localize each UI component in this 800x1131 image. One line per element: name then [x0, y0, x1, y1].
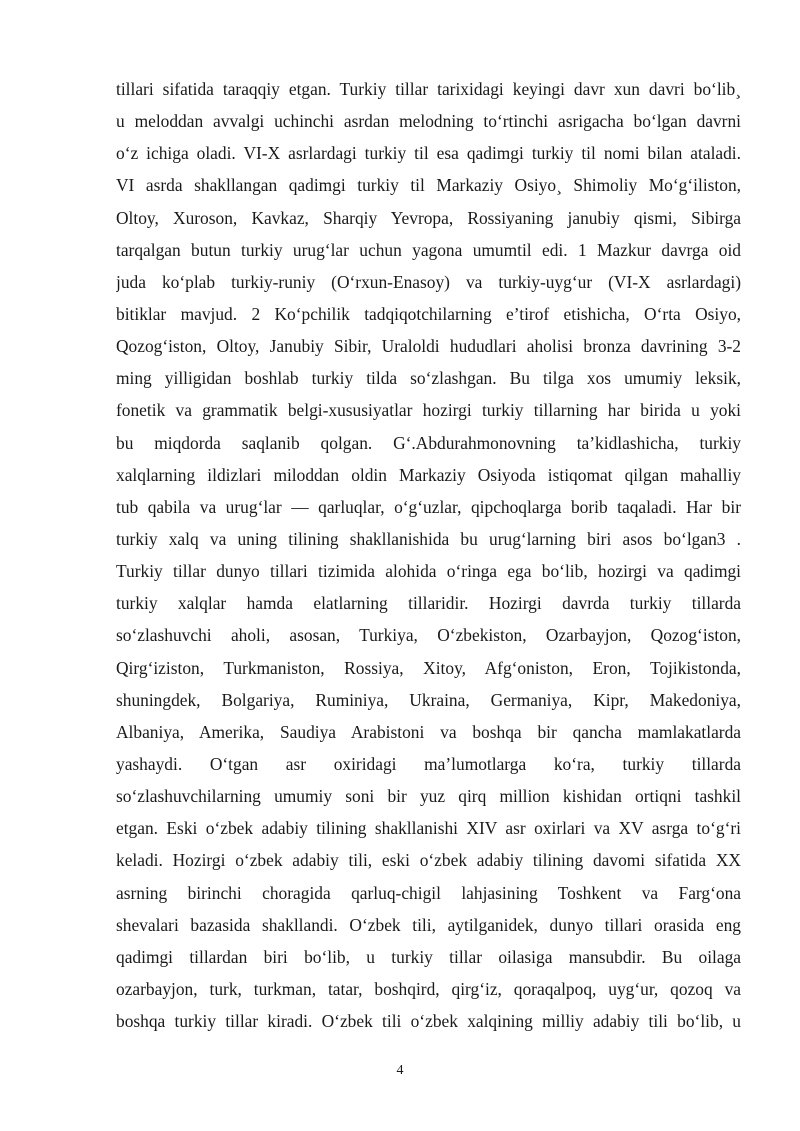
- text-line: keladi. Hozirgi o‘zbek adabiy tili, eski o‘zbek adabiy tilining davomi sifatida XX: [116, 850, 741, 871]
- text-line: tarqalgan butun turkiy urug‘lar uchun yagona umumtil edi. 1 Mazkur davrga oid: [116, 239, 741, 260]
- text-line: so‘zlashuvchi aholi, asosan, Turkiya, O‘zbekiston, Ozarbayjon, Qozog‘iston,: [116, 625, 741, 646]
- text-line: bitiklar mavjud. 2 Ko‘pchilik tadqiqotchilarning e’tirof etishicha, O‘rta Osiyo,: [116, 303, 741, 324]
- text-line: qadimgi tillardan biri bo‘lib, u turkiy tillar oilasiga mansubdir. Bu oilaga: [116, 946, 741, 967]
- text-line: Albaniya, Amerika, Saudiya Arabistoni va boshqa bir qancha mamlakatlarda: [116, 721, 741, 742]
- text-line: Qozog‘iston, Oltoy, Janubiy Sibir, Uraloldi hududlari aholisi bronza davrining 3-2: [116, 336, 741, 357]
- text-line: turkiy xalq va uning tilining shakllanishida bu urug‘larning biri asos bo‘lgan3 .: [116, 528, 741, 549]
- text-line: turkiy xalqlar hamda elatlarning tillaridir. Hozirgi davrda turkiy tillarda: [116, 593, 741, 614]
- text-line: shevalari bazasida shakllandi. O‘zbek tili, aytilganidek, dunyo tillari orasida eng: [116, 914, 741, 935]
- text-line: Turkiy tillar dunyo tillari tizimida alohida o‘ringa ega bo‘lib, hozirgi va qadimgi: [116, 561, 741, 582]
- text-line: fonetik va grammatik belgi-xususiyatlar hozirgi turkiy tillarning har birida u yoki: [116, 400, 741, 421]
- text-line: xalqlarning ildizlari miloddan oldin Markaziy Osiyoda istiqomat qilgan mahalliy: [116, 464, 741, 485]
- text-line: ming yilligidan boshlab turkiy tilda so‘zlashgan. Bu tilga xos umumiy leksik,: [116, 368, 741, 389]
- text-line: juda ko‘plab turkiy-runiy (O‘rxun-Enasoy) va turkiy-uyg‘ur (VI-X asrlardagi): [116, 271, 741, 292]
- text-line: VI asrda shakllangan qadimgi turkiy til Markaziy Osiyo¸ Shimoliy Mo‘g‘iliston,: [116, 175, 741, 196]
- text-line: tillari sifatida taraqqiy etgan. Turkiy tillar tarixidagi keyingi davr xun davri bo‘lib¸: [116, 79, 741, 99]
- text-line: etgan. Eski o‘zbek adabiy tilining shakllanishi XIV asr oxirlari va XV asrga to‘g‘ri: [116, 818, 741, 839]
- text-line: ozarbayjon, turk, turkman, tatar, boshqird, qirg‘iz, qoraqalpoq, uyg‘ur, qozoq va: [116, 978, 741, 999]
- text-line: yashaydi. O‘tgan asr oxiridagi ma’lumotlarga ko‘ra, turkiy tillarda: [116, 753, 741, 774]
- text-line: Qirg‘iziston, Turkmaniston, Rossiya, Xitoy, Afg‘oniston, Eron, Tojikistonda,: [116, 657, 741, 678]
- text-line: asrning birinchi choragida qarluq-chigil lahjasining Toshkent va Farg‘ona: [116, 882, 741, 903]
- text-line: so‘zlashuvchilarning umumiy soni bir yuz qirq million kishidan ortiqni tashkil: [116, 786, 741, 807]
- text-line: tub qabila va urug‘lar — qarluqlar, o‘g‘uzlar, qipchoqlarga borib taqaladi. Har bir: [116, 496, 741, 517]
- text-line: Oltoy, Xuroson, Kavkaz, Sharqiy Yevropa, Rossiyaning janubiy qismi, Sibirga: [116, 207, 741, 228]
- text-line: boshqa turkiy tillar kiradi. O‘zbek tili o‘zbek xalqining milliy adabiy tili bo‘lib, u: [116, 1011, 741, 1032]
- text-line: u meloddan avvalgi uchinchi asrdan melodning to‘rtinchi asrigacha bo‘lgan davrni: [116, 111, 741, 132]
- text-line: bu miqdorda saqlanib qolgan. G‘.Abdurahmonovning ta’kidlashicha, turkiy: [116, 432, 741, 453]
- page-number: 4: [396, 1063, 404, 1078]
- text-line: shuningdek, Bolgariya, Ruminiya, Ukraina, Germaniya, Kipr, Makedoniya,: [116, 689, 741, 710]
- text-line: o‘z ichiga oladi. VI-X asrlardagi turkiy til esa qadimgi turkiy til nomi bilan ataladi.: [116, 143, 741, 164]
- body-text: [116, 73, 741, 1037]
